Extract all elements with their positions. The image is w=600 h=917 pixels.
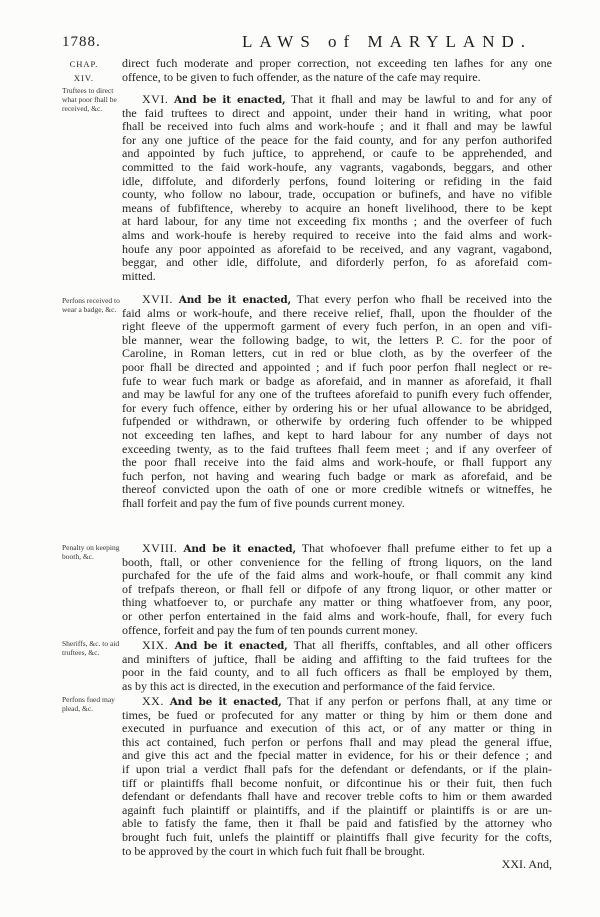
- text-line: faid alms or work-houfe, and there receive relief, fhall, upon the fhoulder of the: [122, 305, 552, 320]
- text-line: and give this act and the fpecial matter in evidence, for his or their defence ; and: [122, 748, 552, 763]
- text-line: againft fuch plaintiff or plaintiffs, and if the plaintiff or plaintiffs is or are un-: [122, 802, 552, 817]
- text-line: brought fuch fuit, unlefs the plaintiff or plaintiffs fhall give fecurity for the cofts,: [122, 829, 552, 844]
- text-line: if upon trial a verdict fhall pafs for the defendant or defendants, or if the plain-: [122, 761, 552, 776]
- text-line: or other perfon entertained in the faid alms and work-houfe, fhall, for every fuch: [122, 608, 552, 623]
- text-line: beggar, and other idle, diffolute, and diforderly perfon, fo as aforefaid com-: [122, 255, 552, 270]
- margin-note: Penalty on keeping booth, &c.: [62, 543, 120, 561]
- text-line: booth, ftall, or other convenience for the felling of ftrong liquors, on the land: [122, 554, 552, 569]
- margin-note: Perfons fued may plead, &c.: [62, 695, 115, 713]
- enacting-clause: And be it enacted,: [174, 640, 288, 652]
- line-text: That if any perfon or perfons fhall, at any time or: [287, 694, 553, 708]
- margin-note: Perfons received to wear a badge, &c.: [62, 296, 120, 314]
- enacting-clause: And be it enacted,: [178, 294, 291, 306]
- margin-note: Sheriffs, &c. to aid truftees, &c.: [62, 639, 120, 657]
- chapter-marker: [60, 58, 108, 85]
- catchword: XXI. And,: [501, 857, 552, 871]
- line-text: That all fheriffs, conftables, and all other officers: [293, 638, 552, 652]
- section-xx: [122, 695, 552, 858]
- text-line: fufpended or withdrawn, or otherwife by ordering fuch offender to be whipped: [122, 414, 552, 429]
- text-line: fhall forfeit and pay the fum of five pounds current money.: [122, 495, 405, 510]
- section-number: XVI.: [142, 92, 169, 106]
- text-line: tiff or plaintiffs fhall become nonfuit, or difcontinue his or their fuit, then fuch: [122, 775, 552, 790]
- text-line: as by this act is directed, in the execution and performance of the faid fervice.: [122, 678, 496, 693]
- margin-note: Truftees to direct what poor fhall be received, &c.: [62, 86, 117, 113]
- section-number: XVII.: [142, 292, 173, 306]
- text-line: thereof convicted upon the oath of one or more credible witnefs or witneffes, he: [122, 482, 552, 497]
- text-line: poor in the faid county, and to all fuch officers as fhall be employed by them,: [122, 665, 552, 680]
- text-line: not exceeding ten lafhes, and kept to hard labour for any number of days not: [122, 427, 552, 442]
- line-text: That every perfon who fhall be received into the: [296, 292, 553, 306]
- text-line: [122, 293, 552, 307]
- chapter-label: CHAP.: [69, 59, 99, 69]
- text-line: houfe any poor appointed as aforefaid to be received, and any vagrant, vagabond,: [122, 241, 552, 256]
- enacting-clause: And be it enacted,: [183, 543, 296, 555]
- text-line: able to fatisfy the fame, then it fhall be paid and fatisfied by the attorney who: [122, 816, 552, 831]
- text-line: and appointed by fuch juftice, to apprehend, or caufe to be apprehended, and: [122, 146, 552, 161]
- text-line: and minifters of juftice, fhall be aiding and affifting to the faid truftees for the: [122, 651, 552, 666]
- page-year: 1788.: [62, 34, 101, 50]
- text-line: of trefpafs thereon, or fhall fell or difpofe of any ftrong liquor, or other matter or: [122, 581, 552, 596]
- text-line: exceeding twenty, as to the faid truftees fhall feem meet ; and if any overfeer of: [122, 441, 552, 456]
- enacting-clause: And be it enacted,: [174, 94, 286, 106]
- text-line: [122, 93, 552, 107]
- text-line: this act contained, fuch perfon or perfons fhall and may plead the general iffue,: [122, 734, 552, 749]
- section-number: XVIII.: [142, 541, 178, 555]
- text-line: [122, 695, 552, 709]
- text-line: Caroline, in Roman letters, cut in red or blue cloth, as by the overfeer of the: [122, 346, 552, 361]
- text-line: direct fuch moderate and proper correction, not exceeding ten lafhes for any one: [122, 56, 552, 70]
- text-line: mitted.: [122, 268, 156, 283]
- text-line: [122, 639, 552, 653]
- text-line: at hard labour, for any time not exceeding fix months ; and the overfeer of fuch: [122, 214, 552, 229]
- continuation-text: [122, 57, 552, 84]
- text-line: times, be fued or profecuted for any matter or thing by him or them done and: [122, 707, 552, 722]
- text-line: idle, diffolute, and diforderly perfons, found loitering or refiding in the faid: [122, 173, 552, 188]
- text-line: offence, to be given to fuch offender, as the nature of the cafe may require.: [122, 69, 481, 84]
- text-line: purchafed for the ufe of the faid alms and work-houfe, or fhall commit any kind: [122, 568, 552, 583]
- text-line: the faid truftees to direct and appoint, under their hand in writing, what poor: [122, 105, 552, 120]
- text-line: county, who follow no labour, trade, occupation or bufinefs, and have no vifible: [122, 187, 552, 202]
- section-xvii: [122, 293, 552, 511]
- section-xviii: [122, 542, 552, 637]
- text-line: means of fubfiftence, whereby to acquire an honeft livelihood, there to be kept: [122, 200, 552, 215]
- text-line: fhall be received into fuch alms and work-houfe ; and it fhall and may be lawful: [122, 119, 552, 134]
- text-line: committed to the faid work-houfe, any vagrants, vagabonds, beggars, and other: [122, 159, 552, 174]
- enacting-clause: And be it enacted,: [169, 696, 282, 708]
- text-line: thing whatfoever to, or purchafe any matter or thing whatfoever from, any poor,: [122, 595, 552, 610]
- text-line: alms and work-houfe is hereby required to receive into the faid alms and work-: [122, 227, 552, 242]
- text-line: ble manner, wear the following badge, to wit, the letters P. C. for the poor of: [122, 332, 552, 347]
- line-text: That whofoever fhall prefume either to fet up a: [301, 541, 552, 555]
- section-number: XIX.: [142, 638, 169, 652]
- text-line: [122, 542, 552, 556]
- section-number: XX.: [142, 694, 164, 708]
- text-line: for any one juftice of the peace for the faid county, and for any perfon authorifed: [122, 132, 552, 147]
- chapter-number: XIV.: [73, 72, 95, 83]
- section-xix: [122, 639, 552, 693]
- text-line: defendant or defendants fhall have and recover treble cofts to him or them awarded: [122, 789, 552, 804]
- text-line: for every fuch offence, either by ordering his or her ufual allowance to be abridged,: [122, 400, 552, 415]
- text-line: poor fhall be directed and appointed ; and if fuch poor perfon fhall neglect or re-: [122, 359, 552, 374]
- section-xvi: [122, 93, 552, 283]
- running-title: LAWS of MARYLAND.: [242, 32, 532, 51]
- text-line: offence, forfeit and pay the fum of ten pounds current money.: [122, 622, 418, 637]
- text-line: fuch perfon, not having and wearing fuch badge or mark as aforefaid, and be: [122, 468, 552, 483]
- text-line: right fleeve of the uppermoft garment of every fuch perfon, in an open and vifi-: [122, 319, 552, 334]
- text-line: and may be lawful for any one of the truftees aforefaid to punifh every fuch offender,: [122, 387, 552, 402]
- line-text: That it fhall and may be lawful to and for any of: [290, 92, 553, 106]
- text-line: executed in purfuance and execution of this act, or of any matter or thing in: [122, 721, 552, 736]
- text-line: fufe to wear fuch mark or badge as aforefaid, and in manner as aforefaid, it fhall: [122, 373, 552, 388]
- text-line: the poor fhall receive into the faid alms and work-houfe, or fhall fupport any: [122, 455, 552, 470]
- text-line: to be approved by the court in which fuch fuit fhall be brought.: [122, 843, 425, 858]
